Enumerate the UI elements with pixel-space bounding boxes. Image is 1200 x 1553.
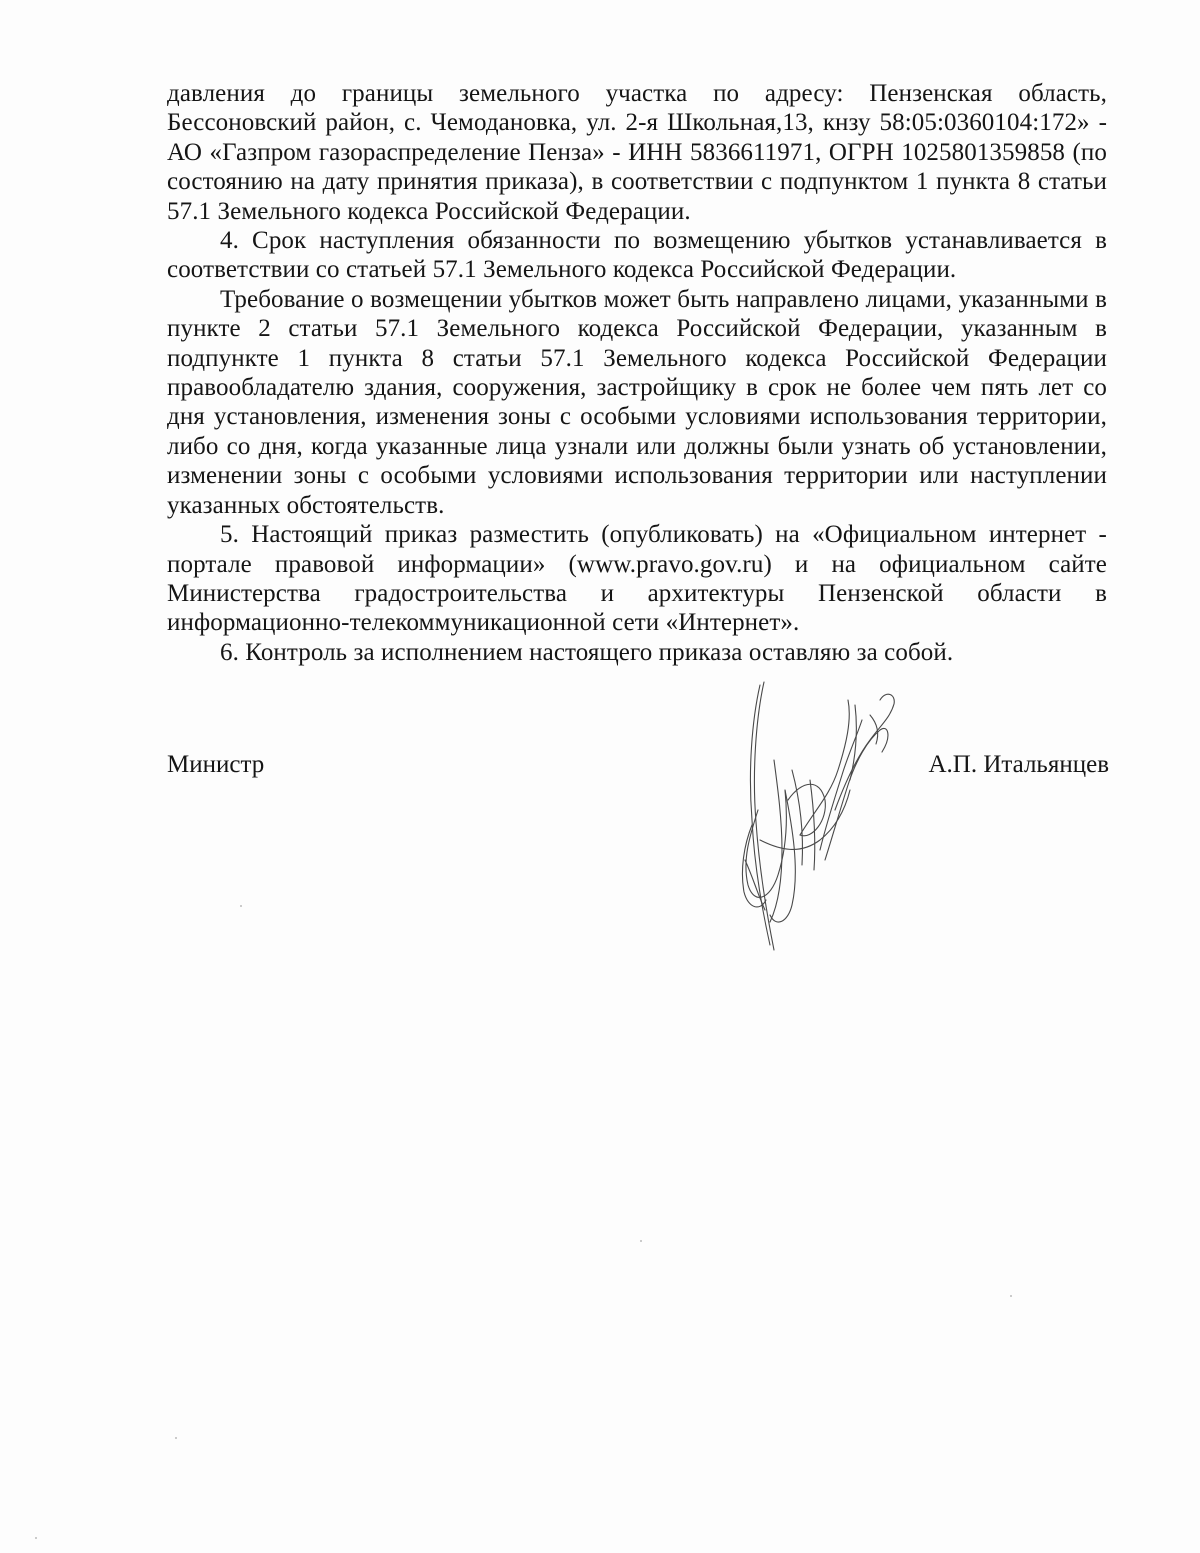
scan-speck xyxy=(175,1437,177,1439)
handwritten-signature xyxy=(730,660,905,960)
scan-speck xyxy=(35,1537,37,1539)
scan-speck xyxy=(640,1240,642,1242)
scan-speck xyxy=(240,905,242,907)
signatory-title: Министр xyxy=(167,751,265,778)
signatory-name: А.П. Итальянцев xyxy=(928,751,1109,778)
document-body xyxy=(167,79,1107,667)
paragraph-item-5: 5. Настоящий приказ разместить (опубликовать) на «Официальном интернет - портале правовой информации» (www.pravo.gov.ru) и на официальном сайте Министерства градостроительства и архитектуры Пензенской области в информационно-телекоммуникационной сети «Интернет». xyxy=(167,521,1107,637)
signature-block xyxy=(167,751,1109,791)
paragraph-continuation: давления до границы земельного участка по адресу: Пензенская область, Бессоновский район, с. Чемодановка, ул. 2-я Школьная,13, кнзу 58:05:0360104:172» - АО «Газпром газораспределение Пенза» - ИНН 5836611971, ОГРН 1025801359858 (по состоянию на дату принятия приказа), в соответствии с подпунктом 1 пункта 8 статьи 57.1 Земельного кодекса Российской Федерации. xyxy=(167,80,1107,225)
scan-speck xyxy=(1010,1295,1012,1297)
paragraph-item-6: 6. Контроль за исполнением настоящего приказа оставляю за собой. xyxy=(220,638,954,666)
paragraph-requirement: Требование о возмещении убытков может быть направлено лицами, указанными в пункте 2 статьи 57.1 Земельного кодекса Российской Федерации, указанным в подпункте 1 пункта 8 статьи 57.1 Земельного кодекса Российской Федерации правообладателю здания, сооружения, застройщику в срок не более чем пять лет со дня установления, изменения зоны с особыми условиями использования территории, либо со дня, когда указанные лица узнали или должны были узнать об установлении, изменении зоны с особыми условиями использования территории или наступлении указанных обстоятельств. xyxy=(167,285,1107,519)
paragraph-item-4: 4. Срок наступления обязанности по возмещению убытков устанавливается в соответствии со статьей 57.1 Земельного кодекса Российской Федерации. xyxy=(167,227,1107,284)
